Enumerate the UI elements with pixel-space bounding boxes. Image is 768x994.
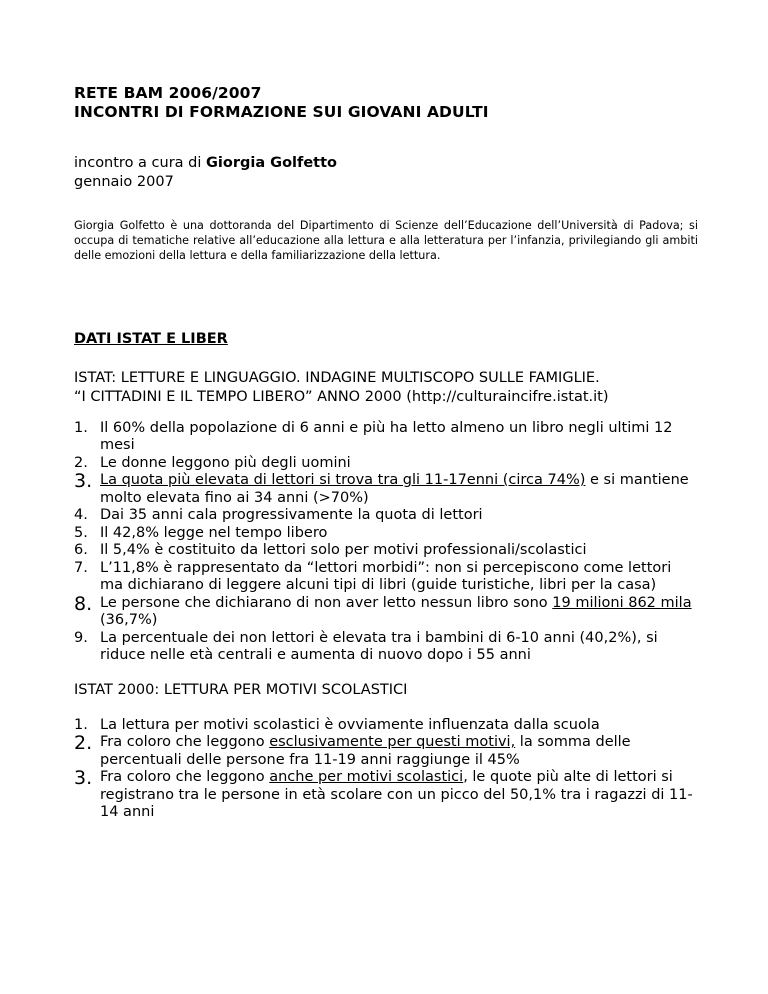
list-item-text: La percentuale dei non lettori è elevata tra i bambini di 6-10 anni (40,2%), si riduce nelle età centrali e aumenta di nuovo dopo i 55 anni <box>100 629 658 664</box>
list-item <box>74 630 698 665</box>
list-item-text: Dai 35 anni cala progressivamente la quota di lettori <box>100 507 483 524</box>
list-item-text: La lettura per motivi scolastici è ovviamente influenzata dalla scuola <box>100 716 600 733</box>
list-item-underlined: anche per motivi scolastici <box>269 769 464 786</box>
list-item <box>74 560 698 595</box>
list-number: 2. <box>74 454 88 471</box>
list-item <box>74 420 698 455</box>
list-item-text: Il 42,8% legge nel tempo libero <box>100 524 328 541</box>
list-item-text: Le persone che dichiarano di non aver letto nessun libro sono <box>100 594 553 611</box>
list-number: 4. <box>74 507 88 524</box>
list-item-text: L’11,8% è rappresentato da “lettori morbidi”: non si percepiscono come lettori ma dichiarano di leggere alcuni tipi di libri (guide turistiche, libri per la casa) <box>100 559 672 594</box>
title-line-1: RETE BAM 2006/2007 <box>74 84 262 102</box>
istat-2000-heading: ISTAT 2000: LETTURA PER MOTIVI SCOLASTICI <box>74 681 408 698</box>
list-number: 7. <box>74 559 88 576</box>
istat-findings-list <box>74 420 698 665</box>
byline-date: gennaio 2007 <box>74 174 174 190</box>
list-item <box>74 542 698 560</box>
list-item-underlined: La quota più elevata di lettori si trova tra gli 11-17enni (circa 74%) <box>100 472 586 489</box>
section-heading: DATI ISTAT E LIBER <box>74 330 228 347</box>
list-item-text: la somma delle percentuali delle persone fra 11-19 anni raggiunge il 45% <box>100 734 631 768</box>
byline <box>74 154 698 192</box>
list-item-text: Il 60% della popolazione di 6 anni e più ha letto almeno un libro negli ultimi 12 mesi <box>100 419 673 454</box>
author-bio: Giorgia Golfetto è una dottoranda del Dipartimento di Scienze dell’Educazione dell’Università di Padova; si occupa di tematiche relative all’educazione alla lettura e alla letteratura per l’infanzia, privilegiando gli ambiti delle emozioni della lettura e della familiarizzazione della lettura. <box>74 219 698 263</box>
list-item <box>74 717 698 735</box>
list-item <box>74 525 698 543</box>
istat-heading-line-2: “I CITTADINI E IL TEMPO LIBERO” ANNO 2000 (http://culturaincifre.istat.it) <box>74 388 609 405</box>
list-item <box>74 507 698 525</box>
author-name: Giorgia Golfetto <box>206 155 337 171</box>
list-item <box>74 734 698 769</box>
list-item-text: (36,7%) <box>100 612 158 629</box>
list-item-underlined: esclusivamente per questi motivi, <box>269 734 516 751</box>
list-number: 2. <box>74 732 93 755</box>
list-number: 3. <box>74 767 93 790</box>
list-item-underlined: 19 milioni 862 mila <box>552 594 692 611</box>
istat-heading-line-1: ISTAT: LETTURE E LINGUAGGIO. INDAGINE MULTISCOPO SULLE FAMIGLIE. <box>74 369 600 386</box>
list-number: 1. <box>74 716 88 733</box>
list-item-text: Fra coloro che leggono <box>100 734 270 751</box>
list-item-text: , le quote più alte di lettori si registrano tra le persone in età scolare con un picco del 50,1% tra i ragazzi di 11-14 anni <box>100 769 693 821</box>
list-number: 1. <box>74 419 88 436</box>
list-number: 3. <box>74 470 93 493</box>
list-number: 5. <box>74 524 88 541</box>
istat-heading <box>74 369 698 407</box>
school-reading-list <box>74 717 698 822</box>
list-number: 8. <box>74 592 93 615</box>
title-line-2: INCONTRI DI FORMAZIONE SUI GIOVANI ADULTI <box>74 103 489 121</box>
list-item <box>74 472 698 507</box>
byline-author-line <box>74 154 698 173</box>
byline-prefix: incontro a cura di <box>74 155 207 171</box>
list-number: 6. <box>74 542 88 559</box>
document-page <box>74 84 698 822</box>
list-number: 9. <box>74 629 88 646</box>
list-item <box>74 592 698 630</box>
list-item <box>74 769 698 822</box>
list-item-text: Le donne leggono più degli uomini <box>100 454 351 471</box>
list-item-text: Il 5,4% è costituito da lettori solo per motivi professionali/scolastici <box>100 542 587 559</box>
list-item <box>74 455 698 473</box>
list-item-text: Fra coloro che leggono <box>100 769 270 786</box>
list-item-text: e si mantiene molto elevata fino ai 34 anni (>70%) <box>100 472 689 506</box>
